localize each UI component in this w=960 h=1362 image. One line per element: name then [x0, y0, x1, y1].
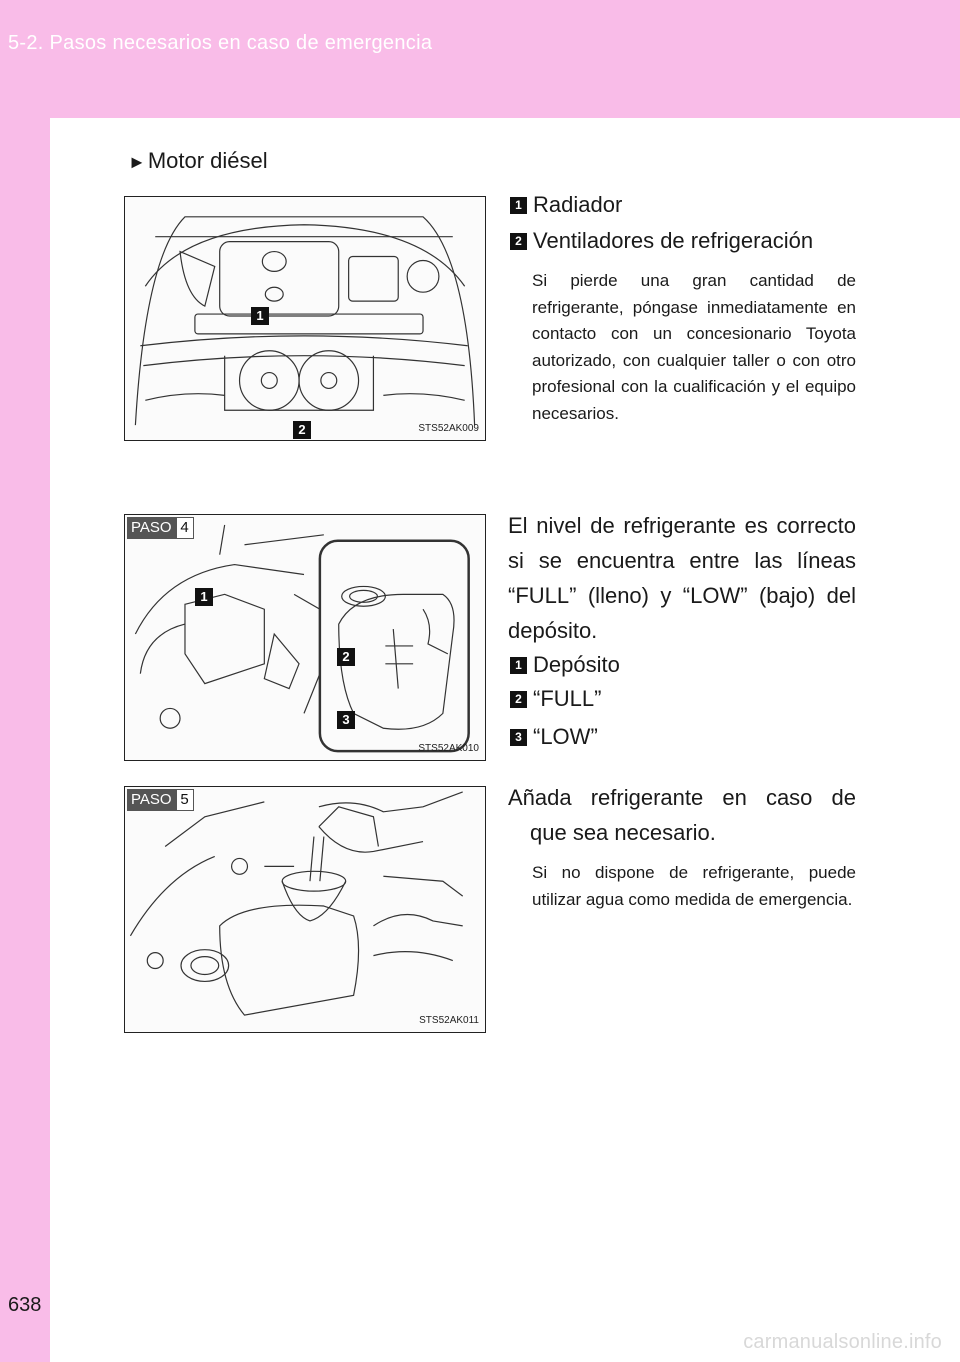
figure2-callout-3: 3	[337, 711, 355, 729]
legend1-item-2-label: Ventiladores de refrigeración	[533, 228, 814, 253]
section-heading	[128, 148, 268, 174]
step4-item-3-label: “LOW”	[533, 724, 598, 749]
step4-item-1	[510, 652, 620, 678]
step5-text-line1: Añada refrigerante en caso de	[508, 785, 856, 810]
page-header-title: 5-2. Pasos necesarios en caso de emergencia	[8, 32, 433, 54]
legend1-note: Si pierde una gran cantidad de refrigerante, póngase inmediatamente en contacto con un concesionario Toyota autorizado, con cualquier taller o con otro profesional con la cualificación y el equipo necesarios.	[532, 271, 856, 423]
figure1-code: STS52AK009	[418, 423, 479, 434]
step5-text	[508, 780, 856, 850]
number-badge: 1	[510, 657, 527, 674]
step4-item-2-label: “FULL”	[533, 686, 602, 711]
triangle-marker-icon: ►	[128, 152, 146, 172]
step5-paso-label: PASO	[127, 789, 176, 811]
number-badge: 2	[510, 691, 527, 708]
step4-tag	[127, 517, 194, 539]
figure-step5-add-coolant	[124, 786, 486, 1033]
step4-item-2	[510, 686, 601, 712]
figure3-code: STS52AK011	[419, 1015, 479, 1026]
step5-note: Si no dispone de refrigerante, puede utilizar agua como medida de emergencia.	[532, 863, 856, 909]
figure1-callout-1: 1	[251, 307, 269, 325]
number-badge: 2	[510, 233, 527, 250]
side-band	[0, 118, 50, 1362]
step4-text: El nivel de refrigerante es correcto si se encuentra entre las líneas “FULL” (lleno) y “LOW” (bajo) del depósito.	[508, 513, 856, 643]
legend1-item-1-label: Radiador	[533, 192, 623, 217]
engine-bay-illustration	[125, 197, 485, 440]
step4-number: 4	[176, 517, 194, 539]
reservoir-illustration	[125, 515, 485, 760]
step4-item-1-label: Depósito	[533, 652, 620, 677]
number-badge: 3	[510, 729, 527, 746]
legend1-item-2	[510, 228, 813, 254]
header-band	[0, 0, 960, 118]
figure-engine-bay-diesel	[124, 196, 486, 441]
step4-item-3	[510, 724, 598, 750]
figure1-callout-2: 2	[293, 421, 311, 439]
figure2-callout-1: 1	[195, 588, 213, 606]
step4-paso-label: PASO	[127, 517, 176, 539]
watermark: carmanualsonline.info	[743, 1331, 942, 1353]
add-coolant-illustration	[125, 787, 485, 1032]
step5-number: 5	[176, 789, 194, 811]
section-heading-text: Motor diésel	[147, 148, 268, 173]
legend1-item-1	[510, 192, 622, 218]
figure2-code: STS52AK010	[418, 743, 479, 754]
figure-step4-reservoir	[124, 514, 486, 761]
page-number: 638	[8, 1294, 42, 1316]
step5-tag	[127, 789, 194, 811]
figure2-callout-2: 2	[337, 648, 355, 666]
number-badge: 1	[510, 197, 527, 214]
step5-text-line2: que sea necesario.	[530, 820, 716, 845]
